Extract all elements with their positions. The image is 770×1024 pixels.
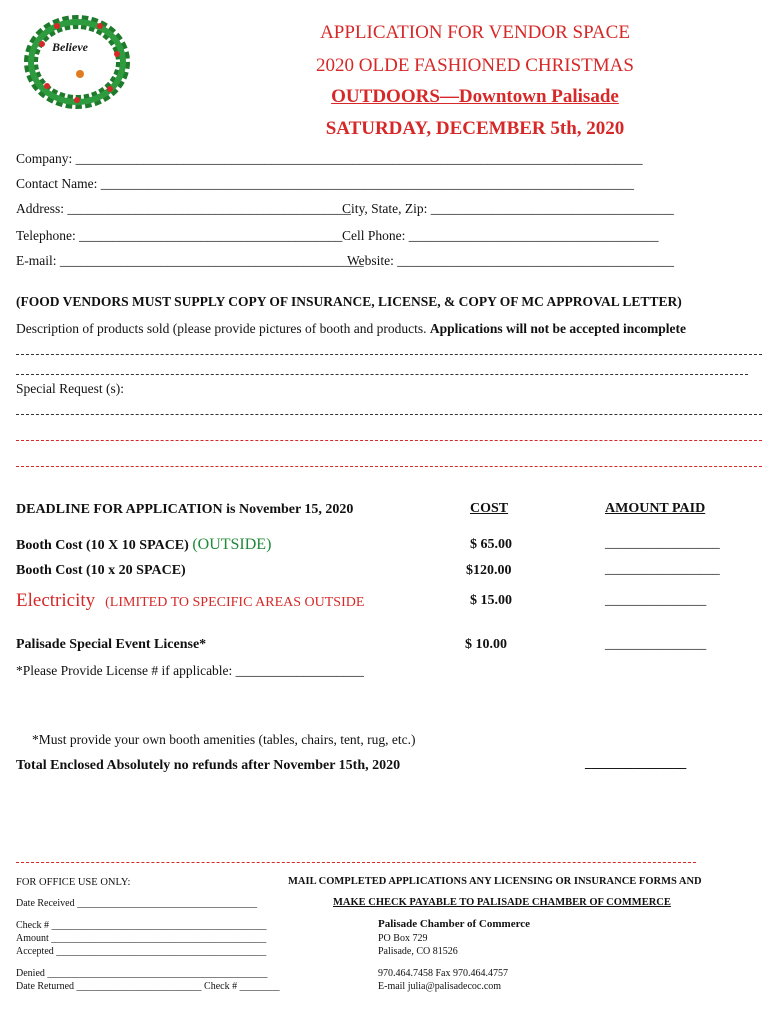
fee-row-cost: $120.00: [466, 563, 512, 578]
contact-name-field[interactable]: Contact Name: _______________________________________________________________________________: [16, 176, 634, 191]
title-line-1: APPLICATION FOR VENDOR SPACE: [320, 22, 630, 43]
check-number-field[interactable]: Check # ___________________________________________: [16, 920, 267, 931]
description-line-1[interactable]: [16, 354, 762, 355]
title-line-3: OUTDOORS—Downtown Palisade: [331, 86, 619, 107]
date-received-field[interactable]: Date Received ____________________________________: [16, 898, 258, 909]
special-request-label: Special Request (s):: [16, 381, 124, 396]
cell-phone-field[interactable]: Cell Phone: _____________________________________: [342, 228, 659, 243]
title-line-2: 2020 OLDE FASHIONED CHRISTMAS: [316, 55, 634, 76]
fee-row-paid[interactable]: _________________: [605, 535, 720, 550]
amount-paid-header: AMOUNT PAID: [605, 501, 706, 516]
address-field[interactable]: Address: __________________________________________: [16, 201, 351, 216]
fee-row-paid[interactable]: _______________: [605, 592, 707, 607]
phone-fax: 970.464.7458 Fax 970.464.4757: [378, 968, 508, 979]
special-request-line-3[interactable]: [16, 466, 762, 467]
amenities-note: *Must provide your own booth amenities (tables, chairs, tent, rug, etc.): [32, 732, 416, 747]
mail-instructions-1: MAIL COMPLETED APPLICATIONS ANY LICENSING OR INSURANCE FORMS AND: [288, 876, 702, 887]
fee-row-label: [16, 536, 271, 554]
description-line-2[interactable]: [16, 374, 748, 375]
deadline-text: DEADLINE FOR APPLICATION is November 15, 2020: [16, 502, 354, 517]
fee-row-text: Booth Cost (10 x 20 SPACE): [16, 563, 186, 578]
po-box: PO Box 729: [378, 933, 428, 944]
chamber-name: Palisade Chamber of Commerce: [378, 918, 531, 930]
fee-row-text: Palisade Special Event License*: [16, 637, 207, 652]
fee-row-paid[interactable]: _______________: [605, 636, 707, 651]
fee-row-text: Booth Cost (10 X 10 SPACE): [16, 538, 189, 553]
total-enclosed-label: Total Enclosed Absolutely no refunds after November 15th, 2020: [16, 758, 401, 773]
title-line-4: SATURDAY, DECEMBER 5th, 2020: [325, 118, 625, 139]
cost-header: COST: [470, 501, 509, 516]
description-text: Description of products sold (please provide pictures of booth and products.: [16, 321, 427, 336]
email-field[interactable]: E-mail: _____________________________________________: [16, 253, 364, 268]
accepted-field[interactable]: Accepted __________________________________________: [16, 946, 267, 957]
fee-row-extra: (OUTSIDE): [192, 536, 272, 553]
total-enclosed-field[interactable]: _______________: [585, 755, 687, 770]
date-returned-field[interactable]: Date Returned _________________________ Check # ________: [16, 981, 280, 992]
food-vendor-notice: (FOOD VENDORS MUST SUPPLY COPY OF INSURANCE, LICENSE, & COPY OF MC APPROVAL LETTER): [16, 294, 682, 309]
company-field[interactable]: Company: ____________________________________________________________________________________: [16, 151, 643, 166]
fee-row-extra: (LIMITED TO SPECIFIC AREAS OUTSIDE: [105, 595, 365, 610]
fee-row-paid[interactable]: _________________: [605, 561, 720, 576]
fee-row-cost: $ 65.00: [470, 537, 512, 552]
license-number-field[interactable]: *Please Provide License # if applicable: ___________________: [16, 663, 364, 678]
fee-row-text: Electricity: [16, 590, 96, 611]
mail-instructions-2: MAKE CHECK PAYABLE TO PALISADE CHAMBER OF COMMERCE: [333, 897, 671, 908]
website-field[interactable]: Website: _________________________________________: [347, 253, 675, 268]
office-use-title: FOR OFFICE USE ONLY:: [16, 877, 131, 888]
special-request-line-2[interactable]: [16, 440, 762, 441]
amount-field[interactable]: Amount ___________________________________________: [16, 933, 267, 944]
description-label: [16, 321, 686, 337]
fee-row-label: [16, 590, 364, 612]
city-address: Palisade, CO 81526: [378, 946, 458, 957]
contact-email: E-mail julia@palisadecoc.com: [378, 981, 502, 992]
description-warning: Applications will not be accepted incomplete: [429, 321, 687, 336]
telephone-field[interactable]: Telephone: _______________________________________: [16, 228, 343, 243]
logo-text: Believe: [52, 40, 88, 54]
fee-row-cost: $ 10.00: [465, 637, 507, 652]
special-request-line-1[interactable]: [16, 414, 762, 415]
city-state-zip-field[interactable]: City, State, Zip: ____________________________________: [342, 201, 674, 216]
denied-field[interactable]: Denied ____________________________________________: [16, 968, 268, 979]
divider-line: [16, 862, 696, 863]
fee-row-cost: $ 15.00: [470, 593, 512, 608]
